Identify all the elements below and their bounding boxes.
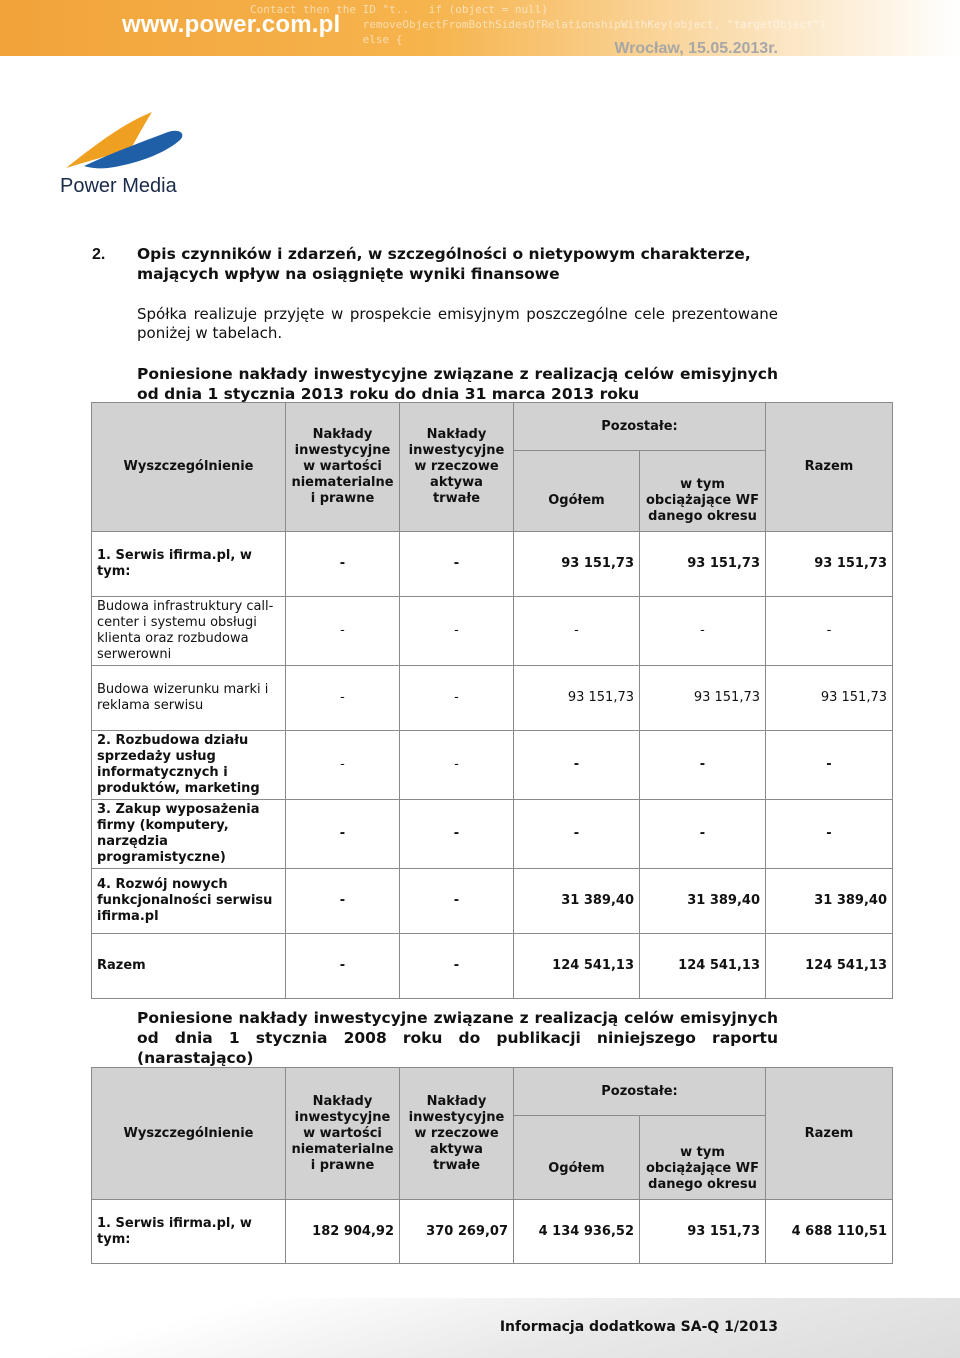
header-rzeczowe-aktywa: Nakłady inwestycyjne w rzeczowe aktywa trwałe <box>400 1068 514 1200</box>
header-pozostale: Pozostałe: <box>514 403 766 451</box>
power-media-logo <box>60 108 195 200</box>
footer-text: Informacja dodatkowa SA-Q 1/2013 <box>499 1319 778 1335</box>
header-rzeczowe-aktywa: Nakłady inwestycyjne w rzeczowe aktywa trwałe <box>400 403 514 532</box>
intro-paragraph: Spółka realizuje przyjęte w prospekcie emisyjnym poszczególne cele prezentowane poniżej w tabelach. <box>137 305 778 342</box>
header-w-tym: w tym obciążające WF danego okresu <box>640 1116 766 1200</box>
header-w-tym: w tym obciążające WF danego okresu <box>640 451 766 532</box>
table-row: Budowa infrastruktury call-center i systemu obsługi klienta oraz rozbudowa serwerowni - - - - - <box>92 597 893 666</box>
header-banner <box>0 0 960 56</box>
table-row: 1. Serwis ifirma.pl, w tym: 182 904,92 370 269,07 4 134 936,52 93 151,73 4 688 110,51 <box>92 1200 893 1264</box>
investment-table-cumulative <box>91 1067 893 1264</box>
table-row: 4. Rozwój nowych funkcjonalności serwisu ifirma.pl - - 31 389,40 31 389,40 31 389,40 <box>92 869 893 934</box>
table-row: 1. Serwis ifirma.pl, w tym: - - 93 151,73 93 151,73 93 151,73 <box>92 532 893 597</box>
header-pozostale: Pozostałe: <box>514 1068 766 1116</box>
header-ogolem: Ogółem <box>514 1116 640 1200</box>
section-number: 2. <box>92 246 106 263</box>
header-razem: Razem <box>766 403 893 532</box>
footer-background <box>0 1298 960 1358</box>
header-wartosci-niematerialne: Nakłady inwestycyjne w wartości niematerialne i prawne <box>286 403 400 532</box>
section-heading <box>92 244 780 284</box>
table-row: Budowa wizerunku marki i reklama serwisu - - 93 151,73 93 151,73 93 151,73 <box>92 666 893 731</box>
table2-heading: Poniesione nakłady inwestycyjne związane z realizacją celów emisyjnych od dnia 1 stycznia 2008 roku do publikacji niniejszego raportu (narastająco) <box>137 1009 778 1067</box>
header-wartosci-niematerialne: Nakłady inwestycyjne w wartości niematerialne i prawne <box>286 1068 400 1200</box>
table1-heading: Poniesione nakłady inwestycyjne związane z realizacją celów emisyjnych od dnia 1 stycznia 2013 roku do dnia 31 marca 2013 roku <box>137 365 778 403</box>
logo-text: Power Media <box>60 175 177 197</box>
table-row: 2. Rozbudowa działu sprzedaży usług informatycznych i produktów, marketing - - - - - <box>92 731 893 800</box>
website-url: www.power.com.pl <box>122 11 341 38</box>
document-date: Wrocław, 15.05.2013r. <box>614 40 778 57</box>
logo-swoosh-icon <box>64 110 188 174</box>
table-row-total: Razem - - 124 541,13 124 541,13 124 541,13 <box>92 934 893 999</box>
header-wyszczegolnienie: Wyszczególnienie <box>92 403 286 532</box>
header-razem: Razem <box>766 1068 893 1200</box>
header-wyszczegolnienie: Wyszczególnienie <box>92 1068 286 1200</box>
header-ogolem: Ogółem <box>514 451 640 532</box>
banner-code-decoration: Contact then the ID "t.. if (object = null) removeObjectFromBothSidesOfRelationshipWithKey(object, "targetObject") else { <box>250 3 827 46</box>
table-row: 3. Zakup wyposażenia firmy (komputery, narzędzia programistyczne) - - - - - <box>92 800 893 869</box>
section-title: Opis czynników i zdarzeń, w szczególności o nietypowym charakterze, mających wpływ na osiągnięte wyniki finansowe <box>137 245 751 283</box>
investment-table-q1-2013 <box>91 402 893 999</box>
